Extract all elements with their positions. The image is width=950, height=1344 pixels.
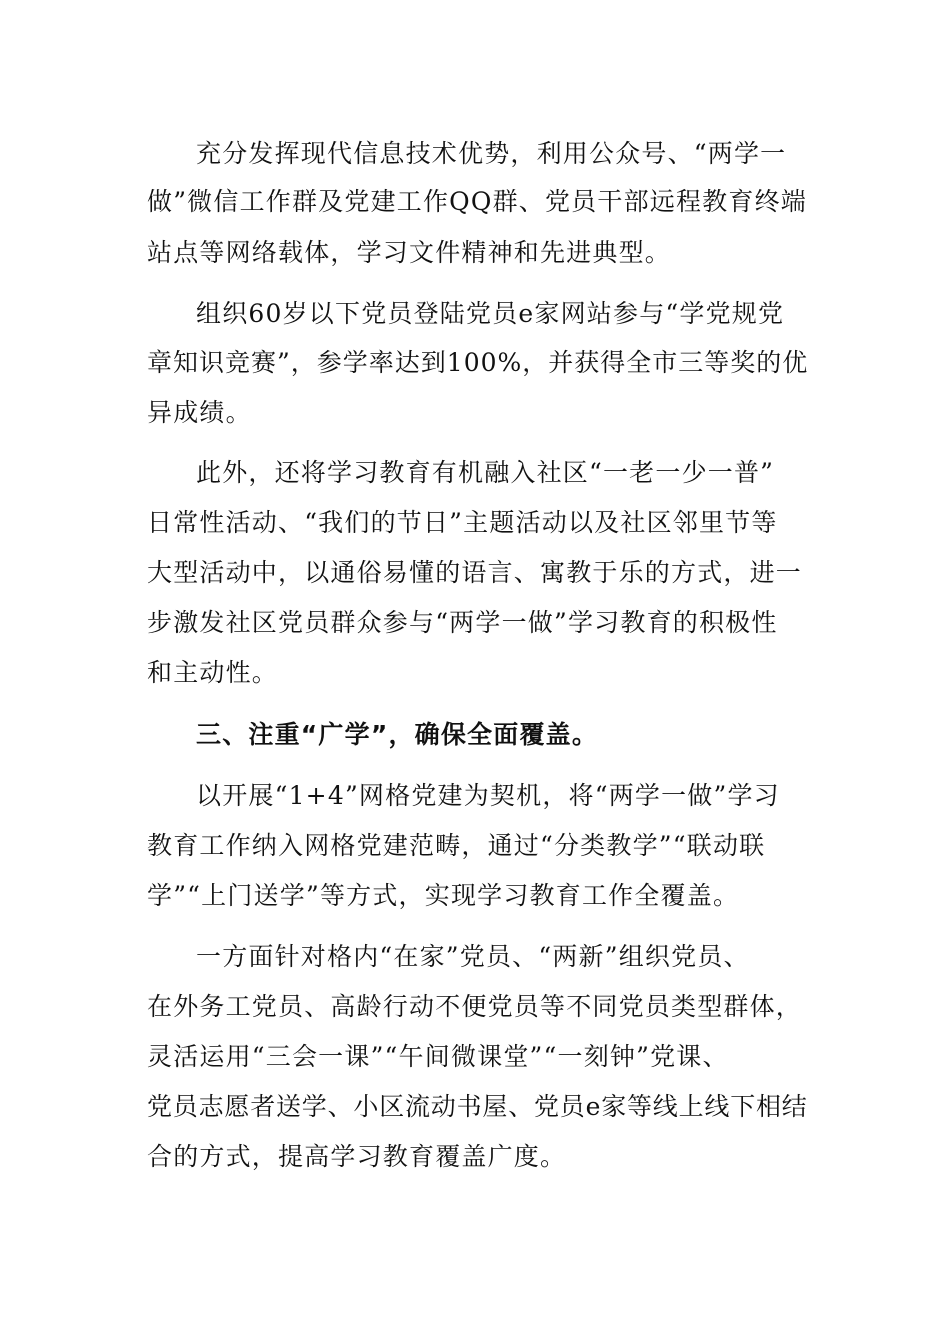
- paragraph-1-line-2: 做”微信工作群及党建工作QQ群、党员干部远程教育终端: [147, 187, 807, 216]
- paragraph-1-line-1: 充分发挥现代信息技术优势，利用公众号、“两学一: [196, 139, 787, 168]
- paragraph-5-line-4: 党员志愿者送学、小区流动书屋、党员e家等线上线下相结: [147, 1092, 808, 1121]
- paragraph-2-line-1: 组织60岁以下党员登陆党员e家网站参与“学党规党: [196, 299, 785, 328]
- paragraph-2-line-3: 异成绩。: [147, 398, 252, 427]
- paragraph-4-line-3: 学”“上门送学”等方式，实现学习教育工作全覆盖。: [147, 881, 740, 910]
- paragraph-5-line-3: 灵活运用“三会一课”“午间微课堂”“一刻钟”党课、: [147, 1042, 729, 1071]
- section-heading: 三、注重“广学”，确保全面覆盖。: [196, 720, 599, 749]
- paragraph-3-line-3: 大型活动中，以通俗易懂的语言、寓教于乐的方式，进一: [147, 558, 803, 587]
- paragraph-2-line-2: 章知识竞赛”，参学率达到100%，并获得全市三等奖的优: [147, 348, 809, 377]
- paragraph-3-line-1: 此外，还将学习教育有机融入社区“一老一少一普”: [196, 458, 775, 487]
- paragraph-1-line-3: 站点等网络载体，学习文件精神和先进典型。: [147, 238, 672, 267]
- paragraph-4-line-2: 教育工作纳入网格党建范畴，通过“分类教学”“联动联: [147, 831, 766, 860]
- paragraph-5-line-2: 在外务工党员、高龄行动不便党员等不同党员类型群体，: [147, 992, 803, 1021]
- paragraph-5-line-5: 合的方式，提高学习教育覆盖广度。: [147, 1142, 567, 1171]
- paragraph-3-line-4: 步激发社区党员群众参与“两学一做”学习教育的积极性: [147, 608, 778, 637]
- paragraph-4-line-1: 以开展“1+4”网格党建为契机，将“两学一做”学习: [196, 781, 780, 810]
- paragraph-5-line-1: 一方面针对格内“在家”党员、“两新”组织党员、: [196, 942, 750, 971]
- paragraph-3-line-5: 和主动性。: [147, 658, 279, 687]
- paragraph-3-line-2: 日常性活动、“我们的节日”主题活动以及社区邻里节等: [147, 508, 778, 537]
